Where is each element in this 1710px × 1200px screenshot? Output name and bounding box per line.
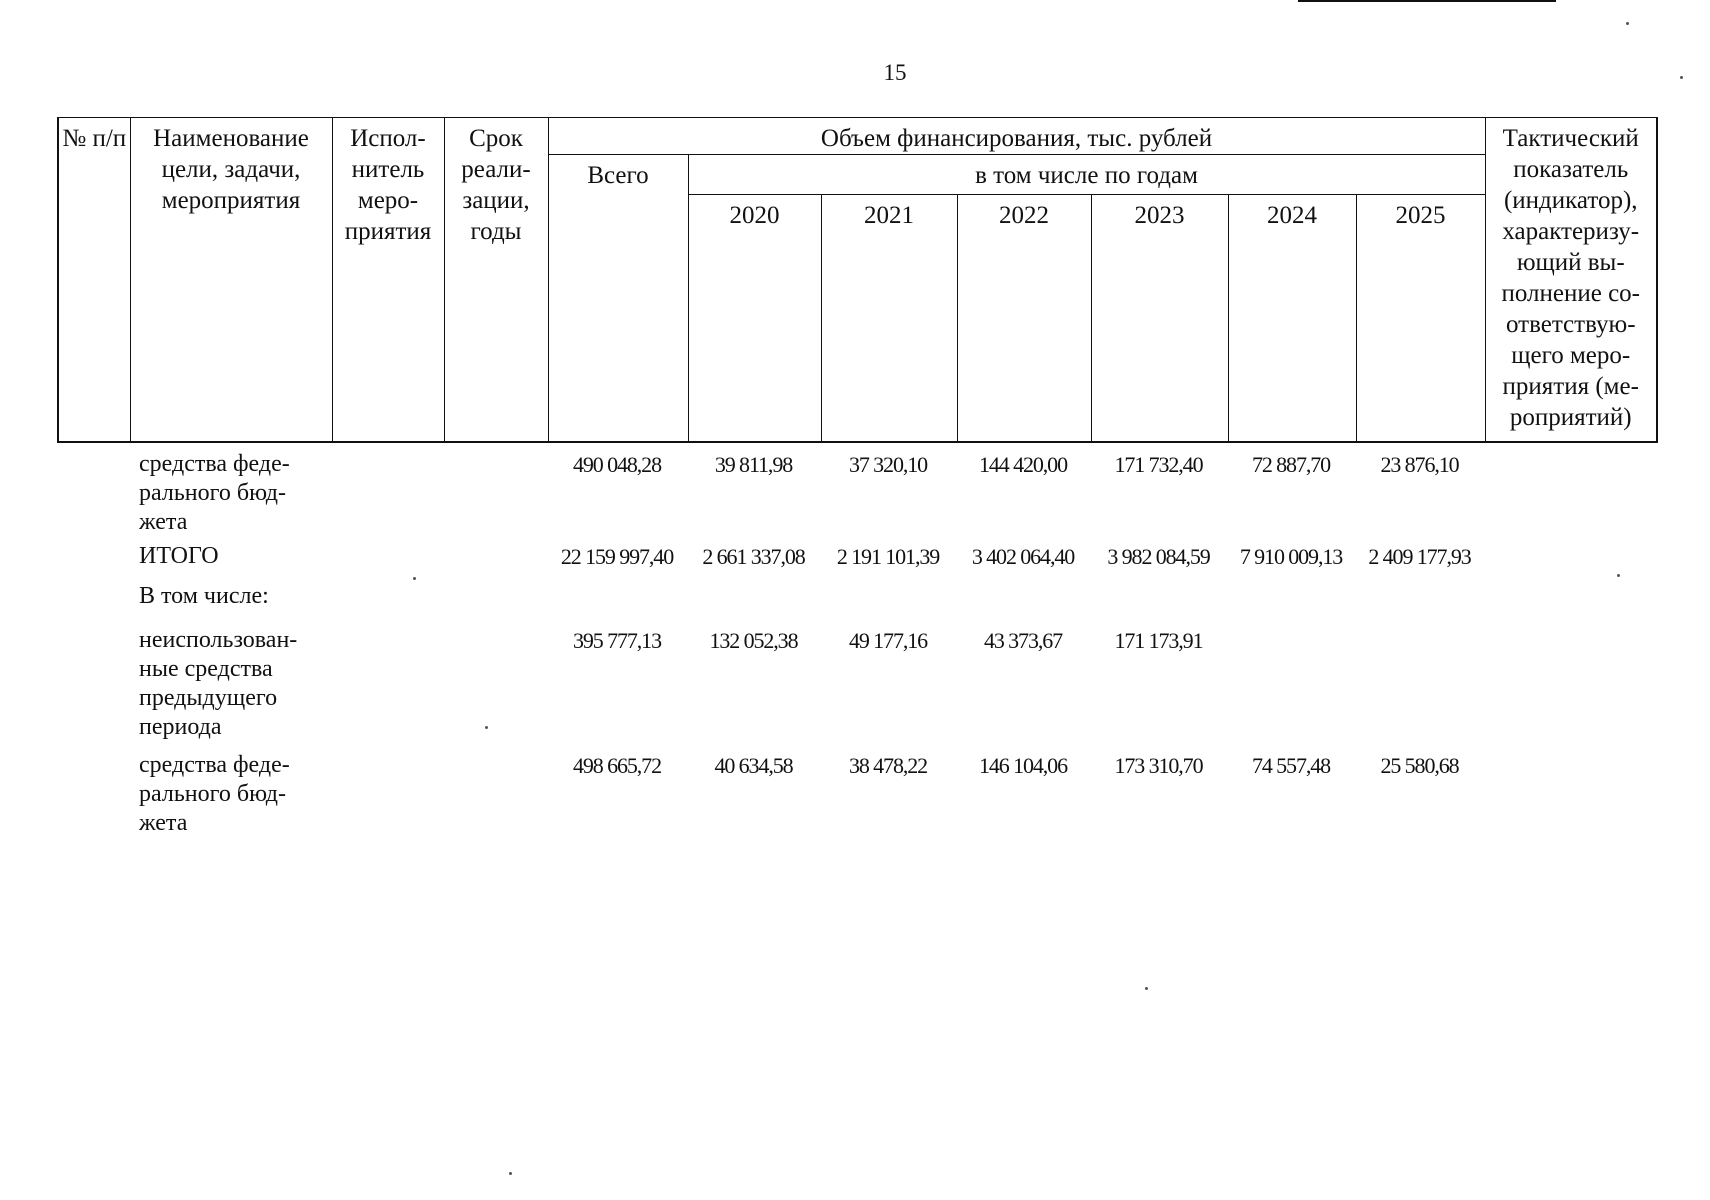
row-name: ИТОГО: [139, 543, 219, 569]
row-2023: 173 310,70: [1114, 753, 1203, 778]
header-year-2020: 2020: [688, 195, 821, 442]
row-name: средства феде- рального бюд- жета: [139, 752, 290, 836]
page-number: 15: [883, 60, 907, 85]
row-2023: 171 732,40: [1114, 452, 1203, 477]
row-2020: 40 634,58: [714, 753, 793, 778]
row-2025: 2 409 177,93: [1368, 544, 1471, 569]
row-total: 395 777,13: [572, 628, 661, 653]
row-total: 498 665,72: [572, 753, 661, 778]
row-2020: 39 811,98: [714, 452, 793, 477]
row-2022: 144 420,00: [978, 452, 1067, 477]
row-total: 490 048,28: [572, 452, 661, 477]
scan-top-rule: [1298, 0, 1556, 2]
header-year-2023: 2023: [1091, 195, 1228, 442]
header-indicator: Тактический показатель (индикатор), характеризу- ющий вы- полнение со- ответствую- щего меро- приятия (ме- роприятий): [1485, 118, 1657, 442]
scan-speck: [485, 726, 488, 729]
scan-speck: [1626, 22, 1629, 25]
row-2021: 38 478,22: [848, 753, 928, 778]
row-2022: 3 402 064,40: [971, 544, 1075, 569]
header-number: № п/п: [58, 118, 130, 442]
scan-speck: [509, 1172, 512, 1175]
row-2020: 132 052,38: [709, 628, 798, 653]
header-by-years: в том числе по годам: [688, 155, 1485, 195]
scan-speck: [1680, 76, 1683, 79]
row-2022: 146 104,06: [978, 753, 1067, 778]
header-term: Срок реали- зации, годы: [444, 118, 548, 442]
header-year-2021: 2021: [821, 195, 957, 442]
header-year-2025: 2025: [1356, 195, 1485, 442]
row-2023: 171 173,91: [1114, 628, 1203, 653]
row-total: 22 159 997,40: [560, 544, 674, 569]
scan-speck: [1617, 574, 1620, 577]
row-2020: 2 661 337,08: [702, 544, 805, 569]
row-2021: 37 320,10: [848, 452, 928, 477]
funding-table-header: [57, 117, 1658, 443]
scan-speck: [1145, 987, 1148, 990]
row-2024: 72 887,70: [1251, 452, 1331, 477]
header-funding: Объем финансирования, тыс. рублей: [548, 118, 1485, 155]
header-name: Наименование цели, задачи, мероприятия: [130, 118, 332, 442]
header-year-2024: 2024: [1228, 195, 1356, 442]
row-2021: 2 191 101,39: [836, 544, 940, 569]
row-2025: 25 580,68: [1380, 753, 1459, 778]
row-name: В том числе:: [139, 583, 269, 609]
header-total: Всего: [548, 155, 688, 442]
header-year-2022: 2022: [957, 195, 1091, 442]
row-name: неиспользован- ные средства предыдущего периода: [139, 627, 298, 740]
header-executor: Испол- нитель меро- приятия: [332, 118, 444, 442]
row-2025: 23 876,10: [1380, 452, 1459, 477]
row-name: средства феде- рального бюд- жета: [139, 451, 290, 535]
row-2023: 3 982 084,59: [1107, 544, 1210, 569]
row-2024: 7 910 009,13: [1239, 544, 1343, 569]
row-2024: 74 557,48: [1251, 753, 1331, 778]
scan-speck: [413, 577, 416, 580]
row-2022: 43 373,67: [983, 628, 1063, 653]
row-2021: 49 177,16: [848, 628, 928, 653]
